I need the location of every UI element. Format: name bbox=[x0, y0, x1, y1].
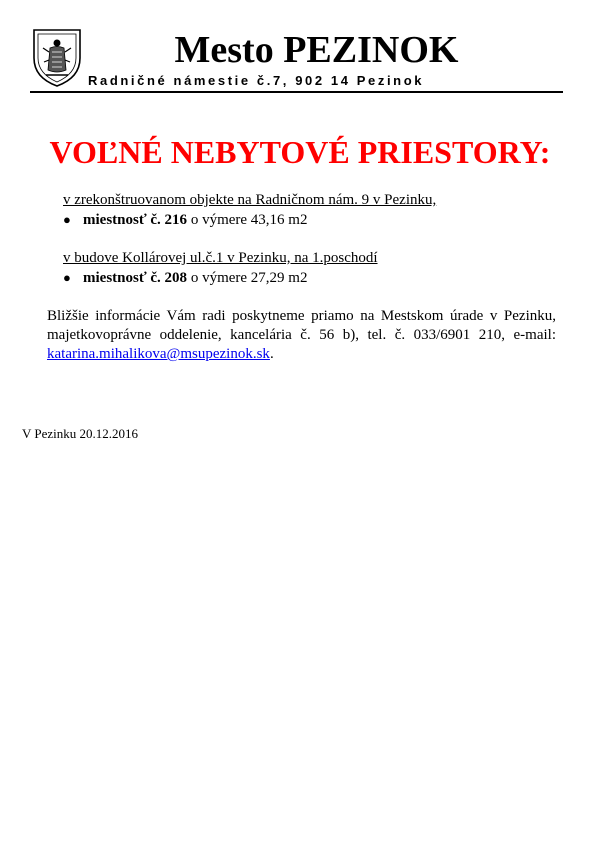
header-divider bbox=[30, 91, 563, 93]
email-link[interactable]: katarina.mihalikova@msupezinok.sk bbox=[47, 346, 270, 362]
room-label: miestnosť č. 208 bbox=[83, 270, 188, 286]
space-entry-2 bbox=[63, 248, 378, 288]
town-hall-address: Radničné námestie č.7, 902 14 Pezinok bbox=[88, 73, 425, 88]
room-area: o výmere 27,29 m2 bbox=[190, 270, 308, 286]
space-entry-1 bbox=[63, 190, 436, 230]
room-area: o výmere 43,16 m2 bbox=[190, 212, 308, 228]
room-label: miestnosť č. 216 bbox=[83, 212, 188, 228]
bullet-icon: ● bbox=[63, 270, 71, 285]
letterhead bbox=[30, 26, 563, 90]
space-bullet bbox=[63, 210, 436, 230]
bullet-icon: ● bbox=[63, 212, 71, 227]
town-name: Mesto PEZINOK bbox=[174, 29, 459, 71]
notice-headline: VOĽNÉ NEBYTOVÉ PRIESTORY: bbox=[49, 134, 551, 170]
space-location: v budove Kollárovej ul.č.1 v Pezinku, na 1.poschodí bbox=[63, 250, 378, 266]
contact-text: Bližšie informácie Vám radi poskytneme priamo na Mestskom úrade v Pezinku, majetkovoprávne oddelenie, kancelária č. 56 b), tel. č. 033/6901 210, e-mail: bbox=[47, 308, 556, 343]
date-line: V Pezinku 20.12.2016 bbox=[22, 426, 139, 441]
space-bullet bbox=[63, 268, 378, 288]
space-location: v zrekonštruovanom objekte na Radničnom nám. 9 v Pezinku, bbox=[63, 192, 437, 208]
contact-tail: . bbox=[269, 346, 274, 362]
contact-paragraph bbox=[47, 307, 556, 364]
